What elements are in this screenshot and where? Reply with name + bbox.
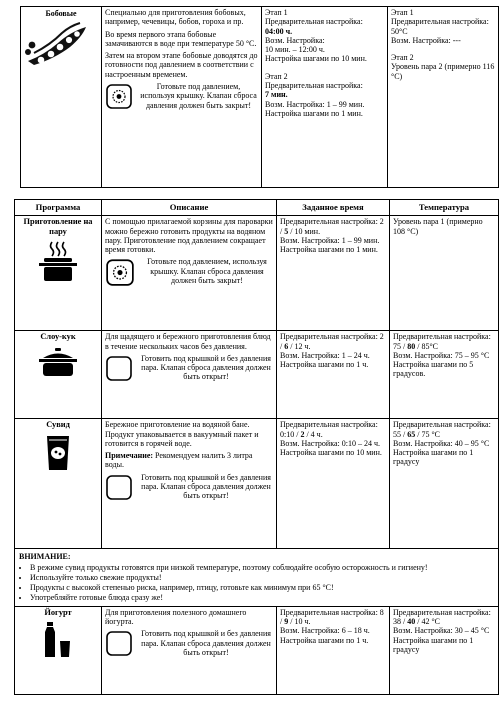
sousvide-note-text: Готовить под крышкой и без давления пара. Клапан сброса давления должен быть открыт! xyxy=(141,472,271,501)
legumes-table xyxy=(20,6,499,188)
time-stage2-range: Возм. Настройка: 1 – 99 мин. xyxy=(265,99,365,109)
yogurt-program-cell xyxy=(15,606,102,694)
table-row xyxy=(15,606,499,694)
programs-table xyxy=(14,199,499,695)
steam-desc: С помощью прилагаемой корзины для пароварки можно бережно готовить продукты на водяном пару. Приготовление под давлением сокращает время готовки. xyxy=(105,217,273,255)
temp-stage1-preset: Предварительная настройка: 50°С xyxy=(391,17,489,36)
open-lid-icon xyxy=(105,354,133,382)
steam-pot-icon xyxy=(38,240,78,282)
yogurt-desc: Для приготовления полезного домашнего йогурта. xyxy=(105,607,247,627)
slow-cooker-icon xyxy=(38,346,78,378)
open-lid-icon xyxy=(105,629,133,657)
yogurt-temp-preset: Предварительная настройка: 38 / 40 / 42 °С xyxy=(393,607,491,627)
legumes-time-cell xyxy=(262,7,388,188)
steam-time-range: Возм. Настройка: 1 – 99 мин. xyxy=(280,235,380,245)
temp-stage2-value: Уровень пара 2 (примерно 116 °С) xyxy=(391,62,495,81)
slow-description-cell xyxy=(102,331,277,419)
temp-stage1-range: Возм. Настройка: --- xyxy=(391,35,461,45)
legumes-desc-1: Специально для приготовления бобовых, например, чечевицы, бобов, гороха и пр. xyxy=(105,8,246,27)
slow-program-name: Слоу-кук xyxy=(40,332,76,342)
sousvide-time-range: Возм. Настройка: 0:10 – 24 ч. xyxy=(280,438,380,448)
warning-title: ВНИМАНИЕ: xyxy=(19,552,71,562)
open-lid-icon xyxy=(105,473,133,501)
slow-time-preset: Предварительная настройка: 2 / 6 / 12 ч. xyxy=(280,332,384,351)
time-stage1-range-label: Возм. Настройка: xyxy=(265,35,325,45)
legumes-note-text: Готовьте под давлением, используя крышку. Клапан сброса давления должен быть закрыт! xyxy=(140,82,257,110)
pressure-lid-icon xyxy=(105,257,135,287)
warning-item: • Употребляйте готовые блюда сразу же! xyxy=(30,593,494,602)
steam-time-cell xyxy=(277,216,390,331)
legumes-program-cell xyxy=(21,7,102,188)
header-time: Заданное время xyxy=(277,200,390,216)
time-stage1-preset: 04:00 ч. xyxy=(265,26,293,36)
header-program: Программа xyxy=(15,200,102,216)
legumes-note xyxy=(105,82,258,110)
steam-note-text: Готовьте под давлением, используя крышку. Клапан сброса давления должен быть закрыт! xyxy=(147,257,267,286)
temp-stage1-label: Этап 1 xyxy=(391,8,414,17)
yogurt-note-text: Готовить под крышкой и без давления пара. Клапан сброса давления должен быть открыт! xyxy=(141,629,271,657)
yogurt-time-range: Возм. Настройка: 6 – 18 ч. xyxy=(280,626,370,636)
sousvide-program-cell xyxy=(15,419,102,549)
slow-program-cell xyxy=(15,331,102,419)
header-temperature: Температура xyxy=(390,200,499,216)
warning-item: • В режиме сувид продукты готовятся при низкой температуре, поэтому соблюдайте особую осторожность и гигиену! xyxy=(30,563,494,572)
steam-temp-cell xyxy=(390,216,499,331)
temp-stage2-label: Этап 2 xyxy=(391,53,414,63)
yogurt-time-preset: Предварительная настройка: 8 / 9 / 10 ч. xyxy=(280,607,384,627)
warning-item: • Используйте только свежие продукты! xyxy=(30,573,494,582)
pressure-lid-icon xyxy=(105,82,133,110)
vacuum-bag-icon xyxy=(43,434,73,472)
sousvide-note xyxy=(105,473,273,501)
sousvide-temp-preset: Предварительная настройка: 55 / 65 / 75 °С xyxy=(393,420,491,439)
milk-bottle-icon xyxy=(40,621,76,659)
time-stage1-label: Этап 1 xyxy=(265,8,288,17)
yogurt-time-step: Настройка шагами по 1 ч. xyxy=(280,635,369,645)
sousvide-description-cell xyxy=(102,419,277,549)
header-row xyxy=(15,200,499,216)
yogurt-temp-cell xyxy=(390,606,499,694)
steam-description-cell xyxy=(102,216,277,331)
slow-temp-preset: Предварительная настройка: 75 / 80 / 85°С xyxy=(393,332,491,351)
time-stage2-preset-label: Предварительная настройка: xyxy=(265,81,363,91)
slow-note-text: Готовить под крышкой и без давления пара. Клапан сброса давления должен быть открыт! xyxy=(141,353,271,382)
time-stage2-label: Этап 2 xyxy=(265,71,288,81)
header-description: Описание xyxy=(102,200,277,216)
table-row xyxy=(15,419,499,549)
sousvide-temp-range: Возм. Настройка: 40 – 95 °С xyxy=(393,438,490,448)
time-stage2-preset: 7 мин. xyxy=(265,90,288,100)
sousvide-desc: Бережное приготовление на водяной бане. Продукт упаковывается в вакуумный пакет и готовится в горячей воде. xyxy=(105,420,259,448)
yogurt-description-cell xyxy=(102,606,277,694)
slow-temp-step: Настройка шагами по 5 градусов. xyxy=(393,360,474,379)
yogurt-temp-range: Возм. Настройка: 30 – 45 °С xyxy=(393,626,490,636)
steam-note xyxy=(105,257,273,287)
legumes-description-cell xyxy=(102,7,262,188)
time-stage1-step: Настройка шагами по 10 мин. xyxy=(265,54,367,64)
yogurt-time-cell xyxy=(277,606,390,694)
yogurt-temp-step: Настройка шагами по 1 градусу xyxy=(393,635,474,654)
steam-temp: Уровень пара 1 (примерно 108 °С) xyxy=(393,217,483,236)
table-row xyxy=(15,331,499,419)
slow-temp-range: Возм. Настройка: 75 – 95 °С xyxy=(393,350,490,360)
time-stage2-step: Настройка шагами по 1 мин. xyxy=(265,108,363,118)
slow-note xyxy=(105,354,273,382)
legumes-desc-2: Во время первого этапа бобовые замачиваются в воде при температуре 50 °С. xyxy=(105,29,257,48)
legumes-desc-3: Затем на втором этапе бобовые доводятся до готовности под давлением в соответствии с настроенным временем. xyxy=(105,51,258,79)
sousvide-temp-cell xyxy=(390,419,499,549)
slow-desc: Для щадящего и бережного приготовления блюд в течение нескольких часов без давления. xyxy=(105,332,271,351)
warning-item: • Продукты с высокой степенью риска, например, птицу, готовьте как минимум при 65 °С! xyxy=(30,583,494,592)
slow-time-step: Настройка шагами по 1 ч. xyxy=(280,360,369,370)
legumes-temp-cell xyxy=(388,7,499,188)
time-stage1-preset-label: Предварительная настройка: xyxy=(265,17,363,27)
yogurt-note xyxy=(105,629,273,657)
sousvide-program-name: Сувид xyxy=(46,420,70,430)
steam-time-preset: Предварительная настройка: 2 / 5 / 10 мин. xyxy=(280,217,384,236)
sousvide-time-cell xyxy=(277,419,390,549)
steam-program-cell xyxy=(15,216,102,331)
legumes-program-name: Бобовые xyxy=(45,9,77,18)
sousvide-remark: Примечание: Рекомендуем налить 3 литра воды. xyxy=(105,451,253,470)
slow-time-cell xyxy=(277,331,390,419)
warning-box xyxy=(15,549,499,606)
sousvide-time-step: Настройка шагами по 10 мин. xyxy=(280,448,382,458)
peapod-icon xyxy=(24,21,92,67)
warning-list xyxy=(19,563,494,603)
table-row xyxy=(15,216,499,331)
sousvide-time-preset: Предварительная настройка: 0:10 / 2 / 4 ч. xyxy=(280,420,378,439)
slow-temp-cell xyxy=(390,331,499,419)
slow-time-range: Возм. Настройка: 1 – 24 ч. xyxy=(280,350,370,360)
sousvide-temp-step: Настройка шагами по 1 градусу xyxy=(393,448,474,467)
yogurt-program-name: Йогурт xyxy=(44,607,72,617)
steam-program-name: Приготовление на пару xyxy=(23,217,93,236)
warning-row xyxy=(15,549,499,606)
steam-time-step: Настройка шагами по 1 мин. xyxy=(280,245,378,255)
time-stage1-range: 10 мин. – 12:00 ч. xyxy=(265,45,325,55)
